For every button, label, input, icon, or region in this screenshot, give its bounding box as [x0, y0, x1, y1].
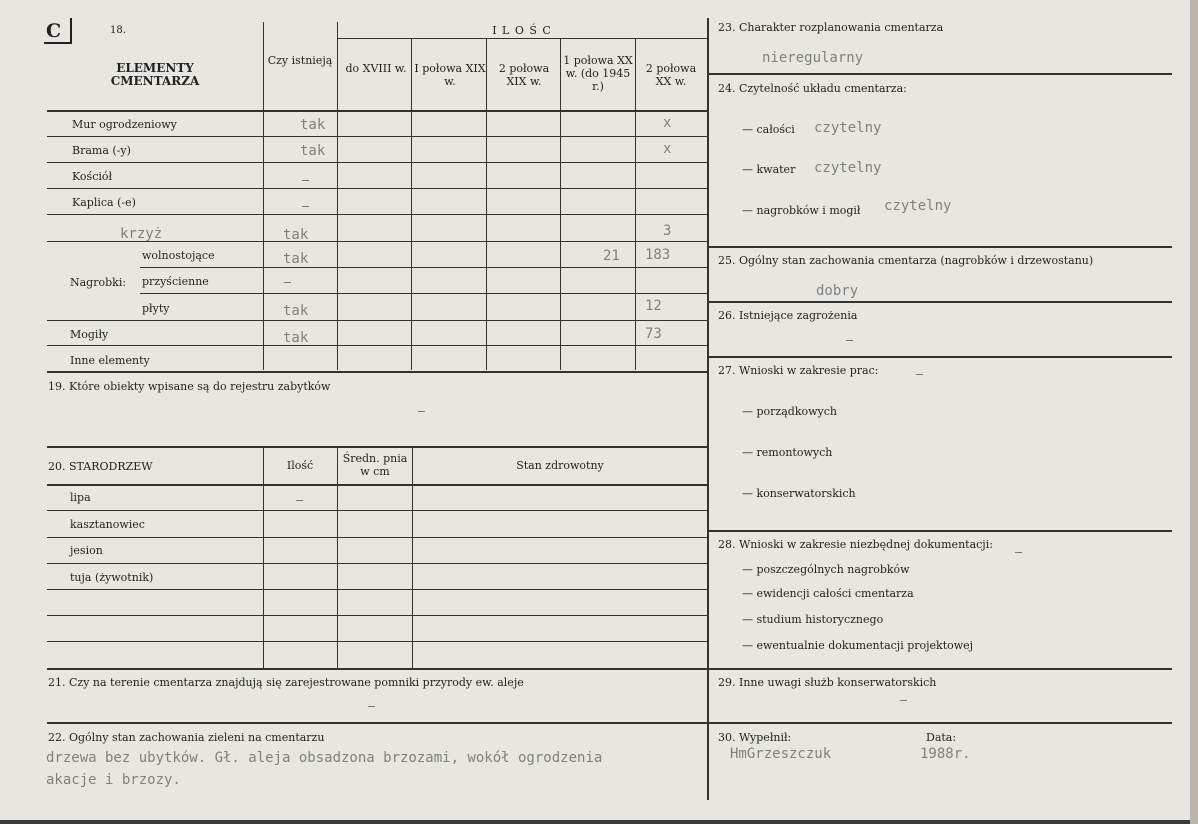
- row-label-inne: Inne elementy: [70, 354, 150, 367]
- col-header-ilosc: I L O Ś C: [492, 24, 552, 37]
- section-19-dash: [418, 411, 425, 412]
- col-header-exists: Czy istnieją: [267, 54, 333, 67]
- section-letter-frame: [44, 42, 70, 44]
- section-24-calosci: — całości: [742, 123, 795, 136]
- rule: [47, 668, 707, 670]
- section-28-d: — ewentualnie dokumentacji projektowej: [742, 639, 974, 652]
- rule: [708, 530, 1172, 532]
- col-header-xviii: do XVIII w.: [345, 62, 407, 75]
- wolno-1xx: 21: [603, 248, 620, 264]
- section-24-kwater: — kwater: [742, 163, 796, 176]
- rule: [47, 563, 707, 564]
- plyty-2xx: 12: [645, 298, 662, 314]
- rule: [47, 214, 707, 215]
- rule: [708, 301, 1172, 303]
- row-label-brama: Brama (-y): [72, 144, 131, 157]
- rule: [47, 320, 707, 321]
- section-letter: C: [46, 20, 62, 42]
- przysc-exists-dash: [284, 282, 291, 283]
- krzyz-2xx: 3: [663, 223, 672, 239]
- section-24-nagrobkow-value: czytelny: [884, 198, 952, 214]
- section-23-label: 23. Charakter rozplanowania cmentarza: [718, 21, 944, 34]
- section-27-b: — remontowych: [742, 446, 833, 459]
- rule: [708, 722, 1172, 724]
- tree-kasztanowiec: kasztanowiec: [70, 518, 145, 531]
- section-24-label: 24. Czytelność układu cmentarza:: [718, 82, 907, 95]
- section-26-dash: [846, 340, 853, 341]
- rule: [47, 446, 707, 448]
- mur-exists: tak: [300, 117, 326, 133]
- mogily-exists: tak: [283, 330, 309, 346]
- section-28-a: — poszczególnych nagrobków: [742, 563, 910, 576]
- tree-tuja: tuja (żywotnik): [70, 571, 154, 584]
- rule: [337, 446, 338, 668]
- section-30-label: 30. Wypełnił:: [718, 731, 792, 744]
- section-28-b: — ewidencji całości cmentarza: [742, 587, 914, 600]
- rule: [47, 641, 707, 642]
- rule: [47, 345, 707, 346]
- section-19-label: 19. Które obiekty wpisane są do rejestru zabytków: [48, 380, 331, 393]
- section-22-label: 22. Ogólny stan zachowania zieleni na cmentarzu: [48, 731, 325, 744]
- rule: [140, 267, 707, 268]
- rule: [47, 537, 707, 538]
- col-header-2xix: 2 połowa XIX w.: [498, 62, 550, 88]
- col-header-1xx: 1 połowa XX w. (do 1945 r.): [563, 54, 633, 93]
- section-21-label: 21. Czy na terenie cmentarza znajdują się zarejestrowane pomniki przyrody ew. aleje: [48, 676, 524, 689]
- tree-lipa: lipa: [70, 491, 91, 504]
- column-divider: [707, 18, 709, 800]
- section-27-a: — porządkowych: [742, 405, 837, 418]
- elements-title: ELEMENTY CMENTARZA: [110, 61, 200, 88]
- section-27-dash: [916, 374, 923, 375]
- wolno-2xx: 183: [645, 247, 671, 263]
- rule: [47, 136, 707, 137]
- section-29-label: 29. Inne uwagi służb konserwatorskich: [718, 676, 937, 689]
- row-label-mur: Mur ogrodzeniowy: [72, 118, 177, 131]
- rule: [47, 188, 707, 189]
- nagrobki-label: Nagrobki:: [70, 276, 127, 289]
- section-28-c: — studium historycznego: [742, 613, 884, 626]
- mur-2xx: x: [663, 115, 672, 131]
- section-29-dash: [900, 700, 907, 701]
- rule: [708, 246, 1172, 248]
- rule: [140, 293, 707, 294]
- card-edge: [1190, 0, 1198, 824]
- section-30-name: HmGrzeszczuk: [730, 746, 832, 762]
- rule: [337, 22, 338, 370]
- section-22-line1: drzewa bez ubytków. Gł. aleja obsadzona brzozami, wokół ogrodzenia: [46, 750, 603, 766]
- section-24-kwater-value: czytelny: [814, 160, 882, 176]
- section-24-calosci-value: czytelny: [814, 120, 882, 136]
- section-30-date: 1988r.: [920, 746, 971, 762]
- row-label-kaplica: Kaplica (-e): [72, 196, 136, 209]
- row-label-kosciol: Kościół: [72, 170, 113, 183]
- rule: [47, 510, 707, 511]
- wolno-exists: tak: [283, 251, 309, 267]
- tree-jesion: jesion: [70, 544, 103, 557]
- rule: [263, 446, 264, 668]
- section-22-line2: akacje i brzozy.: [46, 772, 181, 788]
- rule: [708, 668, 1172, 670]
- rule: [708, 73, 1172, 75]
- plyty-exists: tak: [283, 303, 309, 319]
- section-28-label: 28. Wnioski w zakresie niezbędnej dokumentacji:: [718, 538, 993, 551]
- rule: [47, 162, 707, 163]
- rule: [47, 110, 707, 112]
- row-label-krzyz: krzyż: [120, 226, 163, 242]
- row-label-mogily: Mogiły: [70, 328, 109, 341]
- col-header-health: Stan zdrowotny: [516, 459, 604, 472]
- rule: [412, 446, 413, 668]
- rule: [47, 371, 707, 373]
- section-27-label: 27. Wnioski w zakresie prac:: [718, 364, 879, 377]
- section-27-c: — konserwatorskich: [742, 487, 856, 500]
- section-24-nagrobkow: — nagrobków i mogił: [742, 204, 861, 217]
- col-header-1xix: I połowa XIX w.: [414, 62, 486, 88]
- rule: [263, 22, 264, 370]
- brama-2xx: x: [663, 141, 672, 157]
- rule: [708, 356, 1172, 358]
- rule: [47, 589, 707, 590]
- rule: [47, 484, 707, 486]
- section-25-value: dobry: [816, 283, 859, 299]
- row-label-plyty: płyty: [142, 302, 170, 315]
- section-28-dash: [1015, 552, 1022, 553]
- rule: [47, 722, 707, 724]
- section-23-value: nieregularny: [762, 50, 864, 66]
- section-number: 18.: [110, 25, 126, 36]
- section-21-dash: [368, 706, 375, 707]
- row-label-wolno: wolnostojące: [142, 249, 215, 262]
- section-letter-frame-side: [70, 18, 72, 44]
- krzyz-exists: tak: [283, 227, 309, 243]
- rule: [47, 615, 707, 616]
- mogily-2xx: 73: [645, 326, 662, 342]
- col-header-tree-count: Ilość: [286, 459, 314, 472]
- kaplica-exists-dash: [302, 206, 309, 207]
- rule: [337, 38, 707, 39]
- lipa-count-dash: [296, 500, 303, 501]
- col-header-trunk: Średn. pnia w cm: [342, 452, 408, 478]
- section-26-label: 26. Istniejące zagrożenia: [718, 309, 858, 322]
- section-30-date-label: Data:: [926, 731, 957, 744]
- col-header-2xx: 2 połowa XX w.: [645, 62, 697, 88]
- brama-exists: tak: [300, 143, 326, 159]
- section-25-label: 25. Ogólny stan zachowania cmentarza (nagrobków i drzewostanu): [718, 254, 1094, 267]
- section-20-title: 20. STARODRZEW: [48, 460, 153, 473]
- row-label-przysc: przyścienne: [142, 275, 209, 288]
- kosciol-exists-dash: [302, 180, 309, 181]
